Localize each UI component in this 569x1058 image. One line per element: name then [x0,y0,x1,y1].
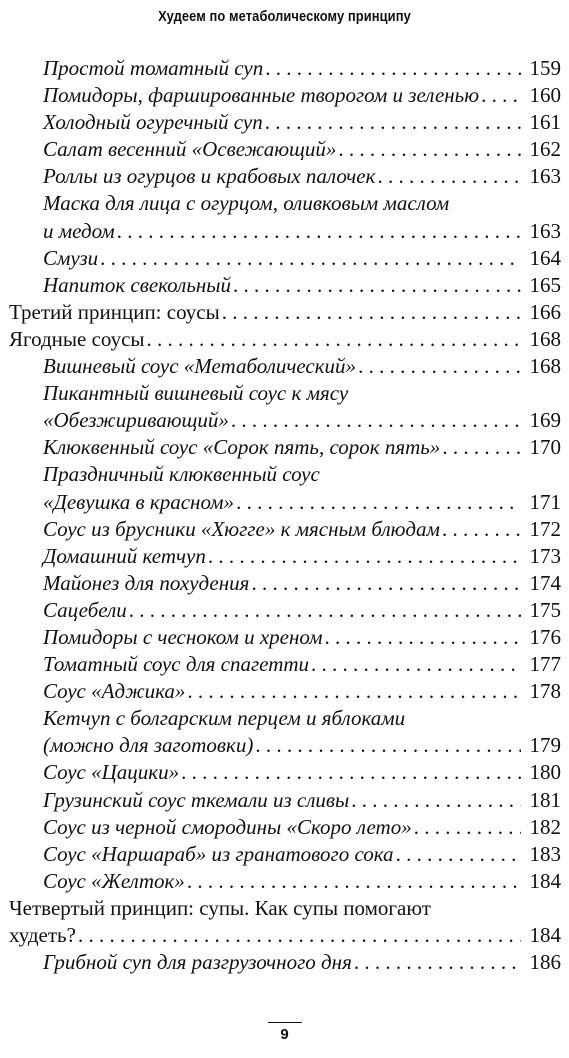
toc-entry-title: Клюквенный соус «Сорок пять, сорок пять» [43,435,441,460]
toc-entry-title: и медом [43,218,115,243]
toc-entry-line [43,678,561,705]
toc-entry-title: «Обезжиривающий» [43,408,229,433]
toc-recipe-entry [43,82,561,109]
toc-page-number: 176 [529,624,561,649]
toc-page-number: 179 [529,733,561,758]
toc-entry-title: худеть? [9,923,76,947]
toc-entry-title: Ягодные соусы [9,326,145,351]
toc-entry-line [43,272,561,299]
dot-leader [351,787,521,814]
dot-leader [129,597,521,624]
toc-page-number: 171 [529,489,561,514]
dot-leader [265,109,521,136]
dot-leader [147,326,521,353]
toc-entry-line [9,922,561,949]
toc-entry-title: Роллы из огурцов и крабовых палочек [43,164,376,189]
dot-leader [358,353,521,380]
toc-entry-line [43,543,561,570]
dot-leader [311,651,521,678]
toc-entry-title: Вишневый соус «Метаболический» [43,354,357,379]
toc-entry-title: Помидоры, фаршированные творогом и зеленью [43,83,480,108]
toc-entry-title: Грузинский соус ткемали из сливы [43,787,350,812]
dot-leader [78,922,521,949]
dot-leader [233,272,521,299]
toc-page-number: 159 [529,56,561,80]
toc-entry-line [43,218,561,245]
toc-page-number: 166 [529,299,561,324]
toc-page-number: 164 [529,245,561,270]
toc-entry-line [43,868,561,895]
toc-page-number: 184 [529,923,561,947]
toc-recipe-entry [43,624,561,651]
toc-page-number: 177 [529,652,561,677]
toc-section-entry [9,895,561,949]
toc-entry-title: Третий принцип: соусы [9,299,220,324]
toc-page-number: 162 [529,137,561,162]
dot-leader [325,624,521,651]
toc-entry-title: Майонез для похудения [43,570,250,595]
toc-entry-title: Соус из брусники «Хюгге» к мясным блюдам [43,516,440,541]
dot-leader [377,163,521,190]
toc-entry-line [9,299,561,326]
toc-entry-title: Соус «Желток» [43,868,185,893]
toc-page-number: 186 [529,950,561,975]
toc-entry-title: Домашний кетчуп [43,543,206,568]
toc-entry-title-line: Пикантный вишневый соус к мясу [43,381,349,406]
toc-entry-line [43,570,561,597]
dot-leader [354,949,521,976]
dot-leader [236,489,521,516]
toc-entry-line [43,407,561,434]
toc-recipe-entry [43,678,561,705]
toc-entry-line [43,759,561,786]
toc-entry-title: Соус «Наршараб» из гранатового сока [43,841,394,866]
toc-entry-line [43,109,561,136]
toc-page-number: 169 [529,408,561,433]
toc-entry-title-line: Кетчуп с болгарским перцем и яблоками [43,706,406,731]
toc-page-number: 180 [529,760,561,785]
toc-section-entry [9,326,561,353]
dot-leader [442,434,521,461]
toc-page-number: 165 [529,272,561,297]
toc-entry-title-line: Праздничный клюквенный соус [43,462,320,487]
toc-recipe-entry [43,787,561,814]
running-title: Худеем по метаболическому принципу [158,8,411,25]
toc-entry-title: Напиток свекольный [43,272,232,297]
toc-recipe-entry [43,109,561,136]
table-of-contents [0,55,569,976]
toc-entry-title-line: Маска для лица с огурцом, оливковым маслом [43,191,450,216]
toc-recipe-entry [43,597,561,624]
toc-entry-line [43,489,561,516]
toc-entry-title: «Девушка в красном» [43,489,235,514]
dot-leader [208,543,521,570]
toc-entry-line [43,949,561,976]
toc-page-number: 175 [529,597,561,622]
toc-entry-line [43,841,561,868]
toc-page-number: 181 [529,787,561,812]
toc-entry-line [43,353,561,380]
toc-entry-line [43,651,561,678]
dot-leader [255,732,521,759]
toc-recipe-entry [43,245,561,272]
dot-leader [181,759,521,786]
toc-recipe-entry [43,949,561,976]
dot-leader [265,55,521,82]
dot-leader [338,136,521,163]
toc-entry-title: Простой томатный суп [43,56,264,80]
toc-recipe-entry [43,543,561,570]
toc-entry-title-line: Четвертый принцип: супы. Как супы помогают [9,895,431,920]
toc-entry-title: Помидоры с чесноком и хреном [43,624,323,649]
dot-leader [396,841,521,868]
toc-page-number: 182 [529,814,561,839]
toc-entry-title: Холодный огуречный суп [43,110,263,135]
dot-leader [414,814,521,841]
toc-recipe-entry [43,759,561,786]
toc-entry-line [43,163,561,190]
toc-page-number: 174 [529,570,561,595]
toc-page-number: 178 [529,679,561,704]
toc-recipe-entry [43,380,561,434]
dot-leader [231,407,521,434]
toc-entry-line [43,597,561,624]
dot-leader [481,82,521,109]
toc-page-number: 163 [529,218,561,243]
toc-recipe-entry [43,434,561,461]
toc-entry-title: Соус «Аджика» [43,679,186,704]
toc-recipe-entry [43,163,561,190]
toc-entry-title: Томатный соус для спагетти [43,652,310,677]
toc-entry-line [43,55,561,82]
dot-leader [222,299,521,326]
toc-page-number: 160 [529,83,561,108]
toc-recipe-entry [43,516,561,543]
toc-page-number: 172 [529,516,561,541]
toc-recipe-entry [43,841,561,868]
toc-entry-line [43,434,561,461]
toc-recipe-entry [43,353,561,380]
dot-leader [251,570,521,597]
toc-recipe-entry [43,55,561,82]
toc-recipe-entry [43,190,561,244]
toc-entry-line [43,787,561,814]
toc-entry-line [43,136,561,163]
toc-entry-title: Соус из черной смородины «Скоро лето» [43,814,412,839]
dot-leader [100,245,521,272]
toc-entry-line [43,82,561,109]
toc-entry-line [9,326,561,353]
toc-recipe-entry [43,461,561,515]
toc-recipe-entry [43,814,561,841]
page-number: 9 [280,1026,289,1043]
toc-entry-title: Салат весенний «Освежающий» [43,137,337,162]
toc-page-number: 163 [529,164,561,189]
toc-entry-line [43,516,561,543]
dot-leader [187,868,521,895]
toc-recipe-entry [43,136,561,163]
toc-entry-line [43,732,561,759]
toc-recipe-entry [43,272,561,299]
toc-recipe-entry [43,705,561,759]
toc-entry-title: (можно для заготовки) [43,733,254,758]
toc-page-number: 184 [529,868,561,893]
toc-entry-title: Соус «Цацики» [43,760,180,785]
toc-page-number: 161 [529,110,561,135]
toc-entry-title: Грибной суп для разгрузочного дня [43,950,352,975]
toc-entry-line [43,245,561,272]
dot-leader [117,218,521,245]
toc-page-number: 168 [529,354,561,379]
toc-recipe-entry [43,651,561,678]
toc-entry-line [43,814,561,841]
toc-page-number: 173 [529,543,561,568]
toc-entry-title: Смузи [43,245,99,270]
toc-page-number: 170 [529,435,561,460]
dot-leader [442,516,521,543]
toc-entry-title: Сацебели [43,597,127,622]
toc-section-entry [9,299,561,326]
toc-recipe-entry [43,868,561,895]
toc-page-number: 168 [529,326,561,351]
toc-entry-line [43,624,561,651]
toc-recipe-entry [43,570,561,597]
folio-rule [268,1022,302,1023]
toc-page-number: 183 [529,841,561,866]
dot-leader [187,678,521,705]
